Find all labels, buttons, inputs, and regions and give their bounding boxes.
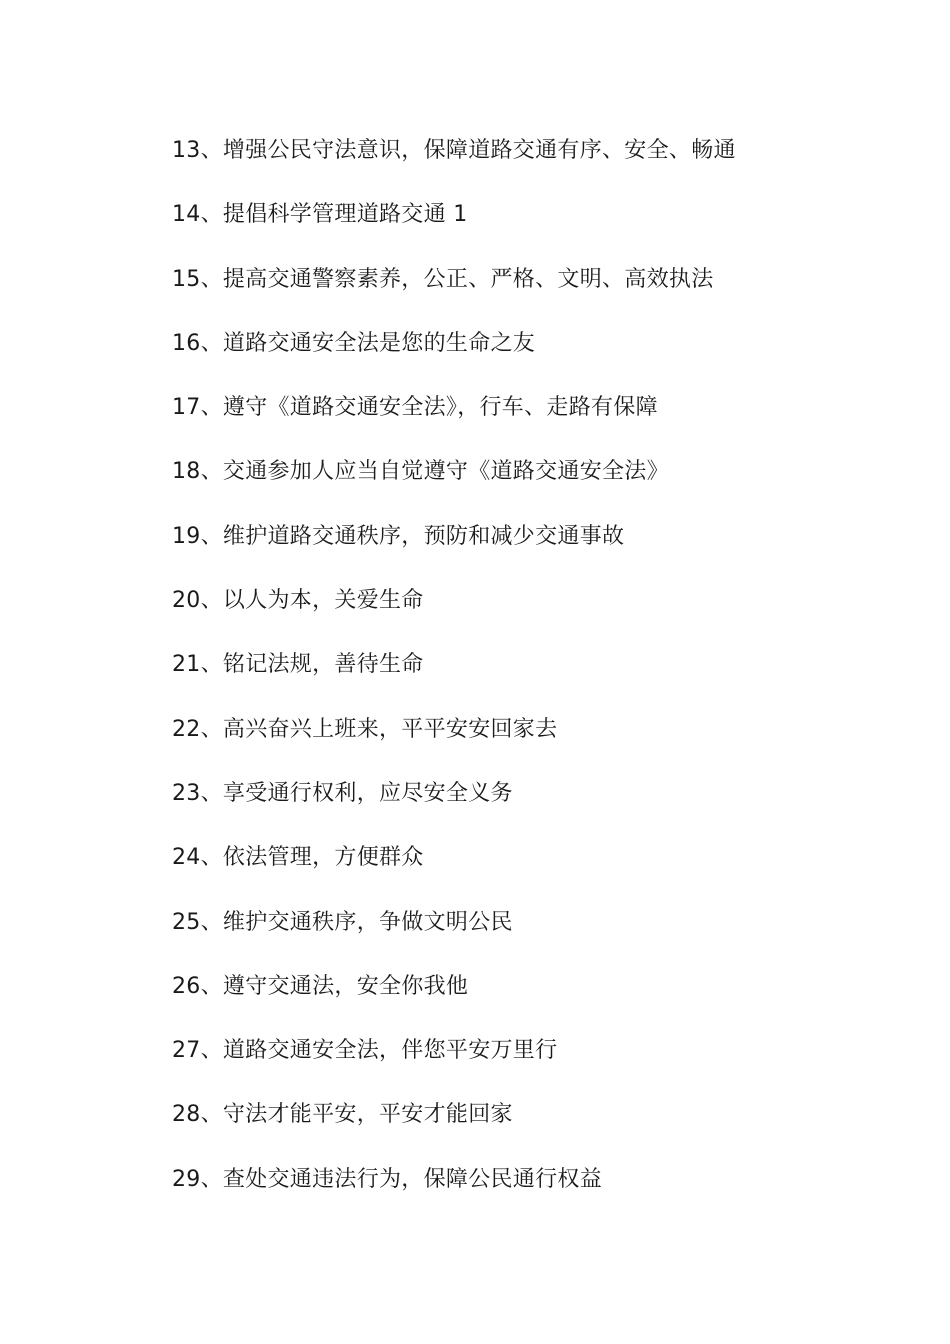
list-item: 22、高兴奋兴上班来，平平安安回家去 bbox=[172, 716, 558, 742]
list-item: 15、提高交通警察素养，公正、严格、文明、高效执法 bbox=[172, 266, 714, 292]
list-item: 24、依法管理，方便群众 bbox=[172, 845, 424, 871]
list-item: 25、维护交通秩序，争做文明公民 bbox=[172, 909, 513, 935]
list-item: 27、道路交通安全法，伴您平安万里行 bbox=[172, 1038, 558, 1064]
list-item: 26、遵守交通法，安全你我他 bbox=[172, 973, 469, 999]
list-item: 14、提倡科学管理道路交通 1 bbox=[172, 202, 468, 228]
list-item: 20、以人为本，关爱生命 bbox=[172, 588, 424, 614]
list-item: 16、道路交通安全法是您的生命之友 bbox=[172, 330, 536, 356]
list-item: 23、享受通行权利，应尽安全义务 bbox=[172, 780, 513, 806]
list-item: 13、增强公民守法意识，保障道路交通有序、安全、畅通 bbox=[172, 138, 736, 163]
list-item: 28、守法才能平安，平安才能回家 bbox=[172, 1102, 513, 1128]
slogan-list bbox=[172, 131, 872, 1224]
list-item: 17、遵守《道路交通安全法》，行车、走路有保障 bbox=[172, 395, 658, 421]
list-item: 21、铭记法规，善待生命 bbox=[172, 652, 424, 678]
list-item: 29、查处交通违法行为，保障公民通行权益 bbox=[172, 1166, 602, 1192]
list-item: 18、交通参加人应当自觉遵守《道路交通安全法》 bbox=[172, 459, 669, 485]
list-item: 19、维护道路交通秩序，预防和减少交通事故 bbox=[172, 523, 625, 549]
